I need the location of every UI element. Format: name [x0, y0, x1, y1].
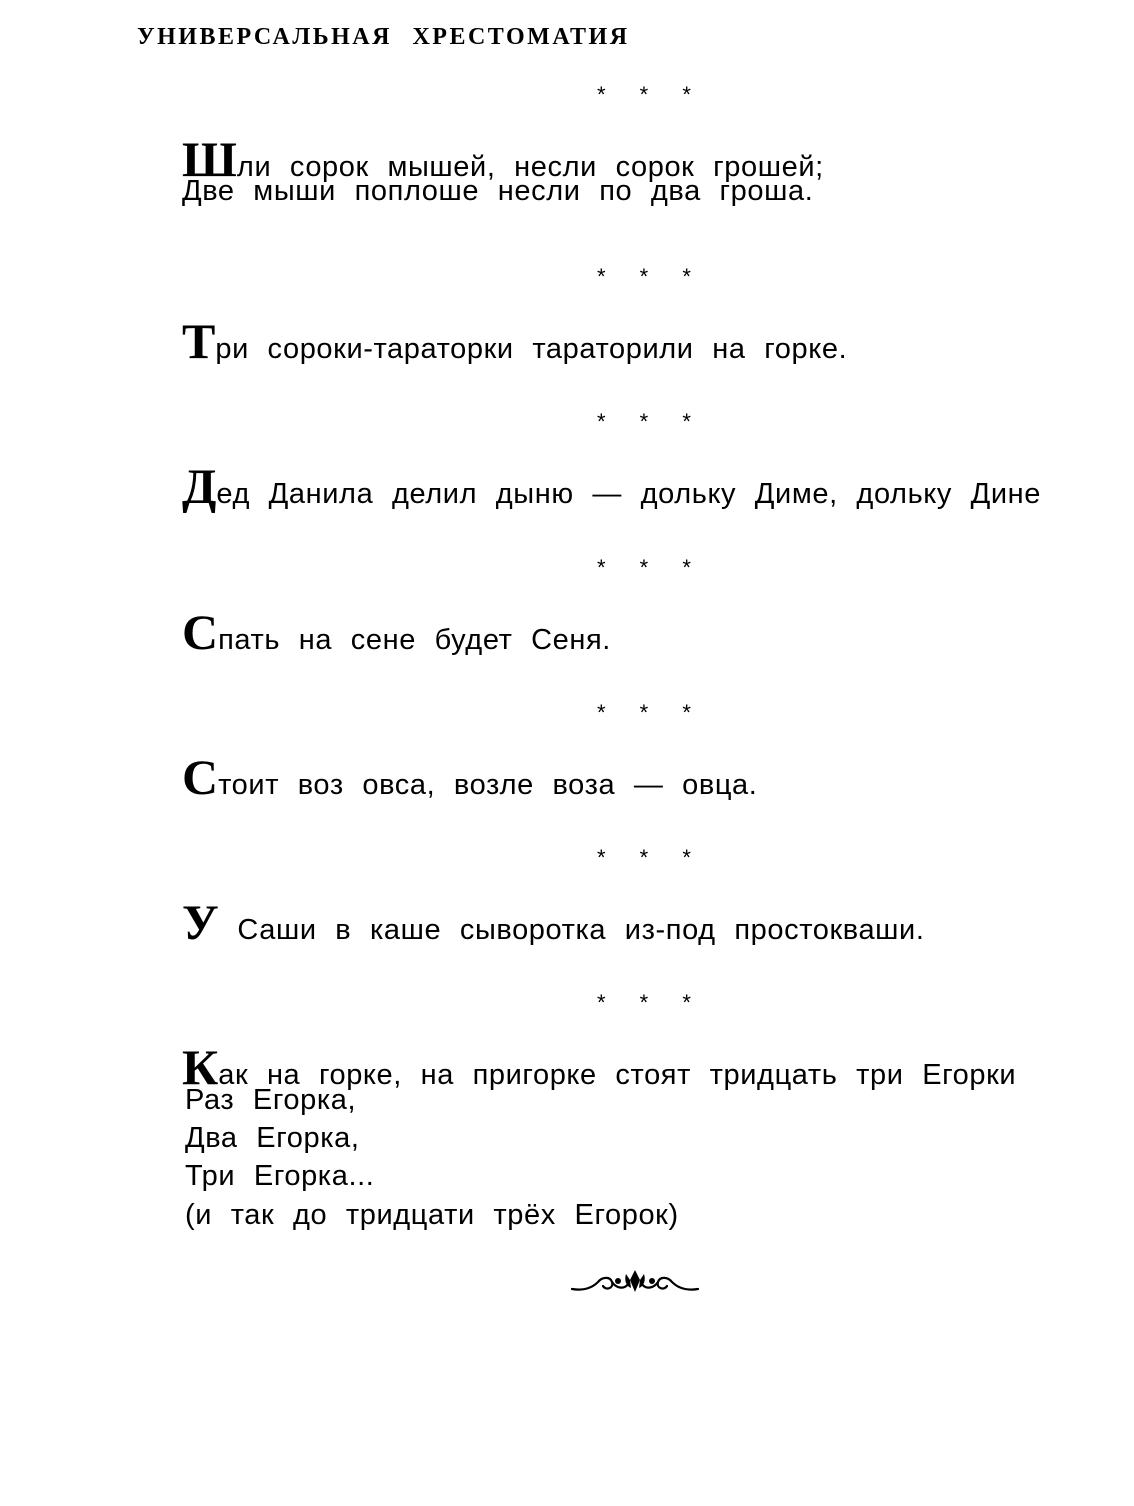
end-ornament-icon	[568, 1264, 702, 1300]
verse-text: пать на сене будет Сеня.	[218, 624, 611, 656]
separator-stars: * * *	[597, 555, 705, 580]
drop-cap: У	[182, 894, 219, 950]
verse-text: ри сороки-тараторки тараторили на горке.	[215, 333, 848, 365]
verse-text: ак на горке, на пригорке стоят тридцать три Егорки	[218, 1059, 1017, 1091]
separator-stars: * * *	[597, 845, 705, 870]
separator-stars: * * *	[597, 409, 705, 434]
verse-7-line-3: Два Егорка,	[185, 1122, 360, 1154]
drop-cap: Т	[182, 313, 216, 369]
separator-stars: * * *	[597, 700, 705, 725]
verse-6-line-1	[182, 894, 925, 950]
verse-text: ли сорок мышей, несли сорок грошей;	[236, 151, 824, 183]
verse-text: Саши в каше сыворотка из-под простокваши.	[218, 914, 925, 946]
drop-cap: Ш	[182, 131, 237, 187]
separator-stars: * * *	[597, 990, 705, 1015]
verse-3-line-1	[182, 461, 1106, 513]
verse-7-line-5: (и так до тридцати трёх Егорок)	[185, 1199, 679, 1231]
verse-2-line-1	[182, 313, 848, 369]
drop-cap: С	[182, 749, 219, 805]
separator-stars: * * *	[597, 264, 705, 289]
verse-5-line-1	[182, 749, 758, 805]
separator-stars: * * *	[597, 82, 705, 107]
verse-7-line-2: Раз Егорка,	[185, 1084, 357, 1116]
verse-text: тоит воз овса, возле воза — овца.	[218, 769, 758, 801]
drop-cap: К	[182, 1042, 219, 1094]
drop-cap: С	[182, 604, 219, 660]
verse-1-line-2: Две мыши поплоше несли по два гроша.	[182, 175, 814, 207]
verse-7-line-4: Три Егорка...	[185, 1160, 375, 1192]
running-header: УНИВЕРСАЛЬНАЯ ХРЕСТОМАТИЯ	[137, 24, 630, 50]
verse-text: ед Данила делил дыню — дольку Диме, дольку Дине	[216, 478, 1042, 510]
verse-4-line-1	[182, 604, 611, 660]
drop-cap: Д	[182, 461, 217, 513]
